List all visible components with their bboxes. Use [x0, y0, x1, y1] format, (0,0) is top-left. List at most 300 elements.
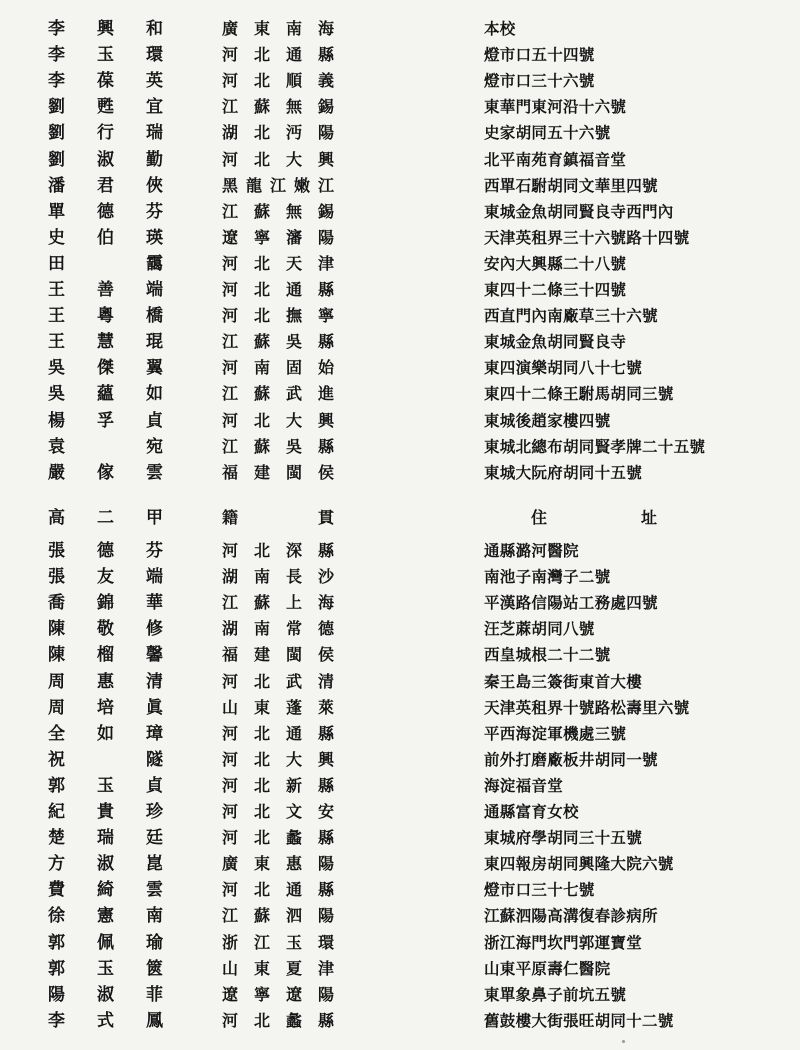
- class-label-char: 高: [48, 508, 65, 528]
- native-char: 北: [253, 723, 270, 743]
- student-name: [48, 303, 163, 329]
- native-char: 南: [285, 19, 302, 38]
- name-char: 德: [97, 541, 114, 561]
- native-char: 嫩: [293, 175, 310, 195]
- address: 東城大阮府胡同十五號: [484, 462, 643, 482]
- native-char: 義: [317, 71, 334, 91]
- name-char: 和: [146, 19, 163, 39]
- address: 東四報房胡同興隆大院六號: [484, 854, 674, 874]
- native-char: 吳: [285, 332, 302, 352]
- roster-row: [0, 982, 800, 1008]
- native-char: 遼: [285, 984, 302, 1004]
- native-char: 山: [222, 697, 239, 717]
- native-char: 河: [222, 71, 239, 91]
- name-char: 憲: [97, 906, 114, 927]
- student-name: [48, 956, 163, 982]
- name-char: 貴: [97, 802, 114, 822]
- student-name: [48, 94, 163, 120]
- student-name: [48, 42, 163, 68]
- name-char: 傢: [97, 462, 114, 483]
- name-char: 興: [97, 19, 114, 39]
- address: 通縣潞河醫院: [484, 541, 579, 560]
- name-char: 錦: [97, 593, 114, 614]
- native-char: 北: [253, 828, 270, 848]
- native-place: [222, 225, 334, 251]
- native-place: [222, 747, 334, 773]
- native-char: 順: [285, 71, 302, 91]
- name-char: 潘: [48, 175, 65, 196]
- class-label-char: 甲: [146, 508, 163, 528]
- name-char: 式: [97, 1010, 114, 1031]
- student-name: [48, 851, 163, 877]
- name-char: 榴: [97, 645, 114, 666]
- name-char: 祝: [48, 749, 65, 770]
- native-char: 武: [285, 384, 302, 404]
- student-name: [48, 408, 163, 434]
- native-char: 北: [253, 1010, 270, 1030]
- address: 西單石駙胡同文華里四號: [484, 175, 658, 195]
- roster-row: [0, 930, 800, 956]
- native-place: [222, 877, 334, 903]
- native-char: 新: [285, 775, 302, 795]
- roster-row: [0, 277, 800, 303]
- name-char: 靄: [145, 253, 163, 274]
- native-place: [222, 930, 334, 956]
- name-char: 吳: [48, 384, 65, 405]
- student-name: [48, 173, 163, 199]
- native-header-char: 貫: [317, 508, 334, 527]
- name-char: 周: [48, 697, 65, 718]
- address: 史家胡同五十六號: [484, 123, 611, 143]
- name-char: 隧: [145, 749, 163, 770]
- name-char: 貞: [146, 410, 163, 431]
- native-char: 陽: [317, 984, 334, 1004]
- native-char: 東: [253, 854, 270, 874]
- native-char: 清: [317, 671, 334, 691]
- roster-row: [0, 747, 800, 773]
- name-char: 楚: [48, 828, 65, 849]
- native-char: 龍: [245, 175, 262, 195]
- name-char: 芬: [146, 201, 163, 222]
- student-name: [48, 695, 163, 721]
- name-char: 瑞: [146, 123, 163, 144]
- roster-row: [0, 695, 800, 721]
- native-char: 遼: [222, 227, 239, 247]
- student-name: [48, 669, 163, 695]
- name-char: 宛: [145, 436, 163, 457]
- name-char: 劉: [48, 97, 65, 118]
- native-char: 蓬: [285, 697, 302, 717]
- class-header-row: [0, 505, 800, 531]
- native-char: 始: [317, 358, 334, 378]
- native-place: [222, 173, 334, 199]
- name-char: 陽: [48, 984, 65, 1005]
- native-char: 縣: [317, 1010, 334, 1030]
- roster-row: [0, 120, 800, 146]
- student-name: [48, 355, 163, 381]
- name-char: 蘊: [97, 384, 114, 405]
- roster-row: [0, 773, 800, 799]
- native-char: 津: [317, 958, 334, 978]
- name-char: 雲: [146, 880, 163, 901]
- roster-row: [0, 199, 800, 225]
- native-char: 閩: [285, 462, 302, 482]
- native-char: 玉: [285, 932, 302, 952]
- name-char: 玉: [97, 775, 114, 796]
- address: 東城北總布胡同賢孝牌二十五號: [484, 436, 706, 456]
- native-char: 北: [253, 253, 270, 273]
- native-char: 寧: [317, 306, 334, 326]
- native-char: 上: [285, 593, 302, 613]
- name-char: 陳: [48, 619, 65, 640]
- native-char: 北: [253, 71, 270, 91]
- native-char: 河: [222, 45, 239, 65]
- name-char: 傑: [97, 358, 114, 379]
- native-char: 蘇: [253, 384, 270, 404]
- native-char: 環: [317, 932, 334, 952]
- native-char: 福: [222, 645, 239, 665]
- name-char: 翼: [146, 358, 163, 379]
- native-char: 惠: [285, 854, 302, 874]
- native-char: 沙: [317, 567, 334, 587]
- roster-row: [0, 564, 800, 590]
- native-char: 吳: [285, 436, 302, 456]
- native-char: 蠡: [285, 828, 302, 848]
- address: 東城金魚胡同賢良寺: [484, 332, 627, 352]
- name-char: 瑞: [97, 828, 114, 849]
- name-char: 橋: [146, 306, 163, 327]
- roster-row: [0, 173, 800, 199]
- name-char: 慧: [97, 332, 114, 353]
- address: 江蘇泗陽高溝復春診病所: [484, 906, 658, 926]
- name-char: 劉: [48, 123, 65, 144]
- name-char: 喬: [48, 593, 65, 614]
- native-char: 寧: [253, 984, 270, 1004]
- native-char: 縣: [317, 723, 334, 743]
- address: 東城後趙家樓四號: [484, 410, 611, 430]
- native-place: [222, 42, 334, 68]
- student-name: [48, 538, 163, 564]
- name-char: 李: [48, 71, 65, 92]
- native-char: 蘇: [253, 97, 270, 117]
- student-name: [48, 199, 163, 225]
- name-char: 清: [146, 671, 163, 692]
- native-char: 夏: [285, 958, 302, 978]
- native-char: 陽: [317, 123, 334, 143]
- native-char: 興: [317, 410, 334, 430]
- address-header: [484, 505, 704, 531]
- native-char: 大: [285, 749, 302, 769]
- native-char: 福: [222, 462, 239, 482]
- name-char: 芬: [146, 541, 163, 561]
- name-char: 培: [97, 697, 114, 718]
- name-char: 眞: [146, 697, 163, 718]
- native-char: 大: [285, 149, 302, 169]
- name-char: 如: [146, 384, 163, 405]
- native-char: 天: [285, 253, 302, 273]
- native-place: [222, 982, 334, 1008]
- native-place: [222, 721, 334, 747]
- native-char: 湖: [222, 567, 239, 587]
- name-char: 華: [146, 593, 163, 614]
- student-name: [48, 825, 163, 851]
- name-char: 環: [146, 45, 163, 66]
- native-char: 北: [253, 749, 270, 769]
- name-char: 端: [146, 567, 163, 588]
- native-char: 縣: [317, 45, 334, 65]
- name-char: 英: [146, 71, 163, 92]
- name-char: 修: [146, 619, 163, 640]
- native-char: 蘇: [253, 436, 270, 456]
- native-char: 東: [253, 958, 270, 978]
- native-place: [222, 799, 334, 825]
- student-name: [48, 225, 163, 251]
- native-char: 河: [222, 802, 239, 821]
- address: 秦王島三簽街東首大樓: [484, 671, 643, 691]
- native-char: 河: [222, 1010, 239, 1030]
- native-char: 遼: [222, 984, 239, 1004]
- address: 浙江海門坎門郭運寶堂: [484, 932, 643, 952]
- native-char: 河: [222, 410, 239, 430]
- name-char: 篋: [146, 958, 163, 979]
- native-char: 泗: [285, 906, 302, 926]
- native-char: 建: [253, 462, 270, 482]
- native-place: [222, 564, 334, 590]
- native-char: 海: [317, 19, 334, 38]
- address: 舊鼓樓大街張旺胡同十二號: [484, 1010, 674, 1030]
- name-char: 善: [97, 280, 114, 300]
- roster-row: [0, 251, 800, 277]
- native-char: 河: [222, 828, 239, 848]
- native-char: 河: [222, 880, 239, 900]
- name-char: 淑: [97, 984, 114, 1005]
- native-char: 廣: [222, 854, 239, 874]
- native-place: [222, 669, 334, 695]
- native-char: 陽: [317, 854, 334, 874]
- native-char: 侯: [317, 462, 334, 482]
- student-name: [48, 68, 163, 94]
- roster-row: [0, 16, 800, 42]
- name-char: 瑜: [146, 932, 163, 953]
- native-char: 通: [285, 723, 302, 743]
- name-char: 費: [48, 880, 65, 901]
- address: 南池子南灣子二號: [484, 567, 611, 587]
- native-place: [222, 355, 334, 381]
- native-char: 東: [253, 697, 270, 717]
- address: 天津英租界十號路松壽里六號: [484, 697, 690, 717]
- name-char: 吳: [48, 358, 65, 379]
- native-char: 蘇: [253, 906, 270, 926]
- name-char: 伯: [97, 227, 114, 248]
- name-char: 如: [97, 723, 114, 744]
- class-label-char: 二: [97, 508, 114, 528]
- native-char: 撫: [285, 306, 302, 326]
- name-char: 孚: [97, 410, 114, 431]
- address: 東城金魚胡同賢良寺西門內: [484, 201, 674, 221]
- native-char: 安: [317, 802, 334, 821]
- native-char: 河: [222, 253, 239, 273]
- address: 東城府學胡同三十五號: [484, 828, 643, 848]
- name-char: 郭: [48, 932, 65, 953]
- native-char: 河: [222, 775, 239, 795]
- native-char: 蘇: [253, 201, 270, 221]
- name-char: 貞: [146, 775, 163, 796]
- native-place: [222, 903, 334, 929]
- native-char: 錫: [317, 97, 334, 117]
- native-char: 通: [285, 45, 302, 65]
- native-char: 縣: [317, 775, 334, 795]
- name-char: 俠: [146, 175, 163, 196]
- name-char: 田: [48, 253, 65, 274]
- native-char: 南: [253, 619, 270, 639]
- address: 西直門內南廠草三十六號: [484, 306, 658, 326]
- native-char: 深: [285, 541, 302, 560]
- name-char: 李: [48, 19, 65, 39]
- name-char: 玉: [97, 958, 114, 979]
- roster-row: [0, 225, 800, 251]
- native-char: 錫: [317, 201, 334, 221]
- address: 東四十二條三十四號: [484, 280, 627, 299]
- native-place: [222, 303, 334, 329]
- native-char: 浙: [222, 932, 239, 952]
- address: 通縣富育女校: [484, 802, 579, 821]
- native-char: 南: [253, 567, 270, 587]
- native-char: 縣: [317, 541, 334, 560]
- roster-row: [0, 355, 800, 381]
- student-name: [48, 930, 163, 956]
- native-place: [222, 434, 334, 460]
- native-char: 固: [285, 358, 302, 378]
- native-char: 文: [285, 802, 302, 821]
- native-char: 江: [253, 932, 270, 952]
- roster-row: [0, 669, 800, 695]
- name-char: 惠: [97, 671, 114, 692]
- address: 本校: [484, 19, 516, 38]
- native-char: 蘇: [253, 332, 270, 352]
- class-label: [48, 505, 163, 531]
- roster-row: [0, 68, 800, 94]
- student-name: [48, 877, 163, 903]
- roster-row: [0, 877, 800, 903]
- native-char: 蘇: [253, 593, 270, 613]
- name-char: 瑛: [146, 227, 163, 248]
- roster-row: [0, 329, 800, 355]
- address: 安內大興縣二十八號: [484, 253, 627, 273]
- roster-row: [0, 825, 800, 851]
- native-header-char: 籍: [222, 508, 239, 527]
- name-char: 鳳: [146, 1010, 163, 1031]
- native-char: 常: [285, 619, 302, 639]
- native-place: [222, 590, 334, 616]
- name-char: 李: [48, 1010, 65, 1031]
- native-place: [222, 642, 334, 668]
- name-char: 史: [48, 227, 65, 248]
- name-char: 淑: [97, 854, 114, 875]
- name-char: 馨: [146, 645, 163, 666]
- native-char: 縣: [317, 436, 334, 456]
- student-name: [48, 642, 163, 668]
- native-place: [222, 825, 334, 851]
- native-char: 大: [285, 410, 302, 430]
- name-char: 宜: [146, 97, 163, 118]
- address: 西皇城根二十二號: [484, 645, 611, 665]
- native-char: 縣: [317, 828, 334, 848]
- native-place: [222, 460, 334, 486]
- student-name: [48, 721, 163, 747]
- native-place: [222, 616, 334, 642]
- native-char: 陽: [317, 227, 334, 247]
- native-place: [222, 408, 334, 434]
- address: 天津英租界三十六號路十四號: [484, 227, 690, 247]
- native-char: 山: [222, 958, 239, 978]
- roster-row: [0, 460, 800, 486]
- native-char: 江: [222, 332, 239, 352]
- native-place: [222, 538, 334, 564]
- native-place: [222, 851, 334, 877]
- address: 東四演樂胡同八十七號: [484, 358, 643, 378]
- address: 燈市口五十四號: [484, 45, 595, 65]
- native-char: 北: [253, 280, 270, 299]
- native-char: 河: [222, 358, 239, 378]
- student-name: [48, 329, 163, 355]
- student-name: [48, 460, 163, 486]
- native-char: 縣: [317, 332, 334, 352]
- native-place: [222, 956, 334, 982]
- roster-row: [0, 1008, 800, 1034]
- native-char: 北: [253, 123, 270, 143]
- native-char: 閩: [285, 645, 302, 665]
- native-char: 瀋: [285, 227, 302, 247]
- name-char: 崑: [146, 854, 163, 875]
- name-char: 郭: [48, 775, 65, 796]
- name-char: 全: [48, 723, 65, 744]
- native-place: [222, 695, 334, 721]
- native-char: 德: [317, 619, 334, 639]
- name-char: 南: [146, 906, 163, 927]
- native-char: 北: [253, 541, 270, 560]
- student-name: [48, 616, 163, 642]
- name-char: 方: [48, 854, 65, 875]
- student-name: [48, 903, 163, 929]
- native-place: [222, 277, 334, 303]
- roster-row: [0, 434, 800, 460]
- student-name: [48, 16, 163, 42]
- name-char: 周: [48, 671, 65, 692]
- name-char: 行: [97, 123, 114, 144]
- native-char: 通: [285, 880, 302, 900]
- native-char: 廣: [222, 19, 239, 38]
- name-char: 佩: [97, 932, 114, 953]
- name-char: [103, 747, 109, 773]
- native-char: 津: [317, 253, 334, 273]
- address: 平西海淀軍機處三號: [484, 723, 627, 743]
- address: 北平南苑育鎮福音堂: [484, 149, 627, 169]
- name-char: 甦: [97, 97, 114, 118]
- native-char: 北: [253, 306, 270, 326]
- native-char: 東: [253, 19, 270, 38]
- native-char: 無: [285, 97, 302, 117]
- name-char: 玉: [97, 45, 114, 66]
- student-name: [48, 773, 163, 799]
- student-name: [48, 434, 163, 460]
- name-char: 廷: [146, 828, 163, 849]
- address: 東四十二條王駙馬胡同三號: [484, 384, 674, 404]
- student-name: [48, 277, 163, 303]
- native-char: 北: [253, 149, 270, 169]
- native-place: [222, 199, 334, 225]
- native-char: 河: [222, 723, 239, 743]
- native-char: 江: [269, 175, 286, 195]
